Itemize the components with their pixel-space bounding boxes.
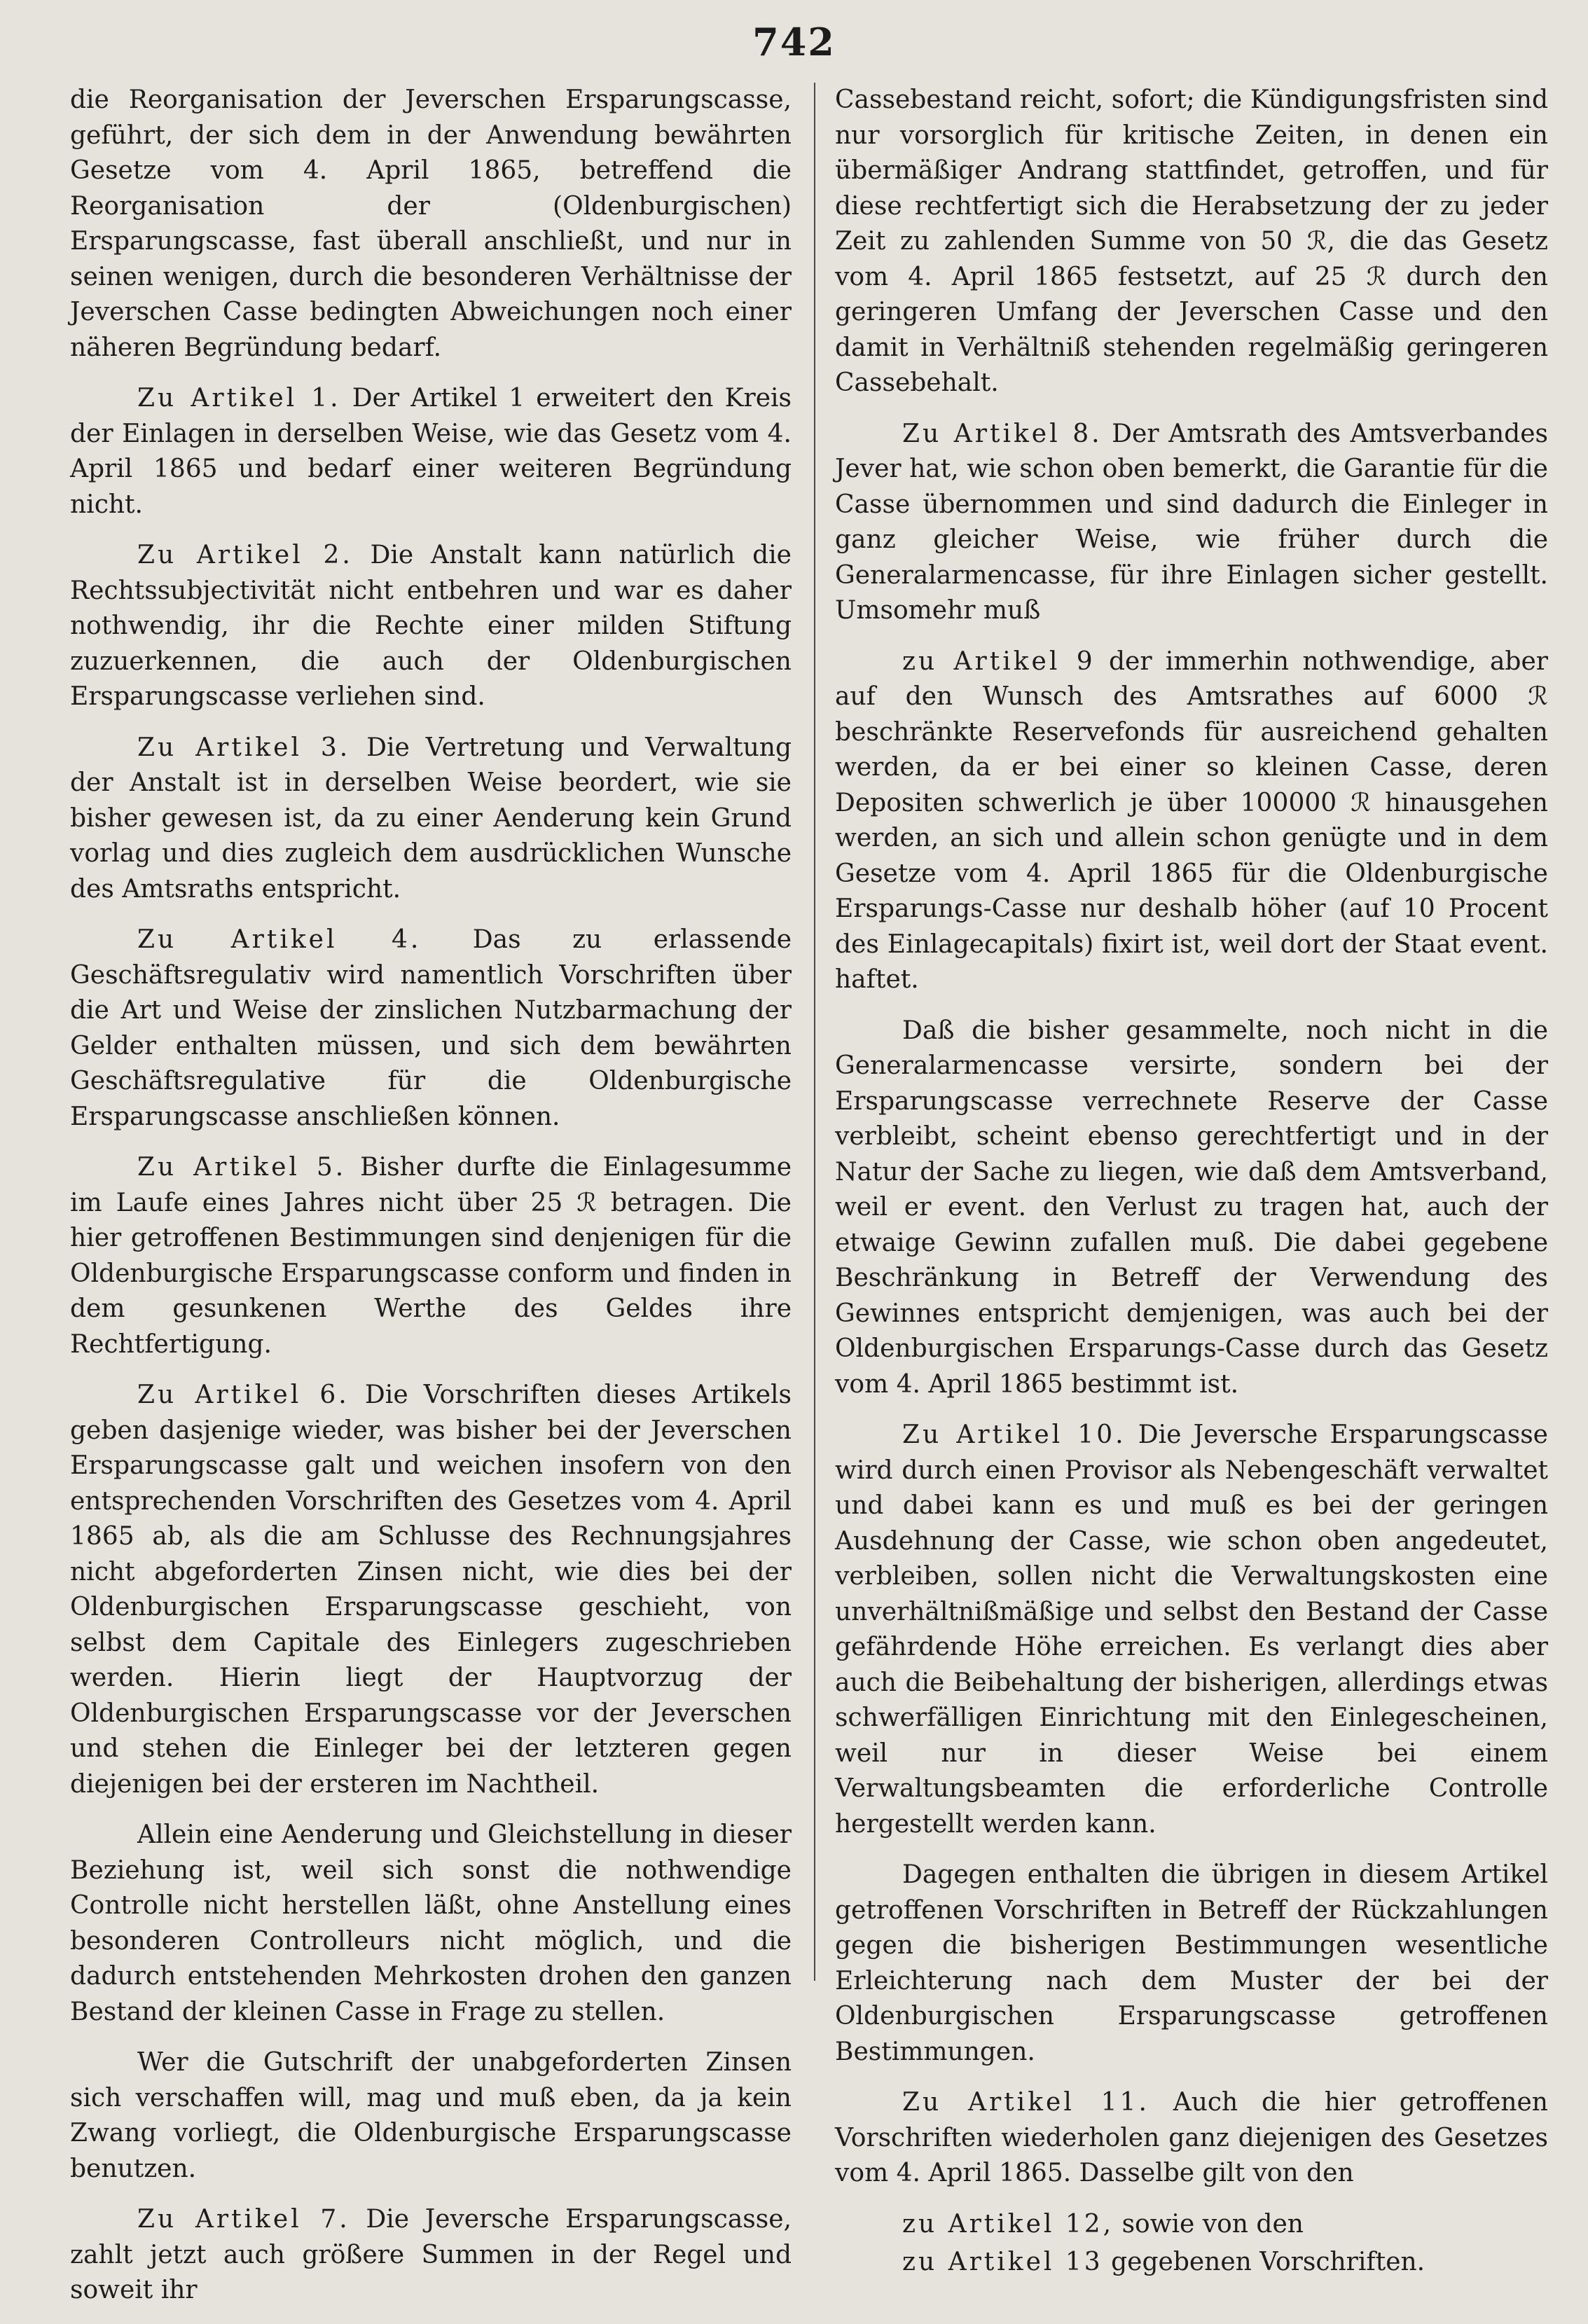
page-number: 742 [752, 20, 836, 64]
article-heading: Zu Artikel 10. [902, 1420, 1126, 1449]
paragraph-artikel-5: Zu Artikel 5. Bisher durfte die Einlagesumme im Laufe eines Jahres nicht über 25 ℛ betragen. Die hier getroffenen Bestimmungen sind denjenigen für die Oldenburgische Ersparungscasse conform und finden in dem gesunkenen Werthe des Geldes ihre Rechtfertigung. [70, 1153, 792, 1359]
article-heading: Zu Artikel 3. [137, 733, 351, 762]
article-heading: Zu Artikel 11. [902, 2088, 1149, 2117]
paragraph: Daß die bisher gesammelte, noch nicht in die Generalarmencasse versirte, sondern bei der Ersparungscasse verrechnete Reserve der Casse verbleibt, scheint ebenso gerechtfertigt und in der Natur der Sache zu liegen, wie daß dem Amtsverband, weil er event. den Verlust zu tragen hat, auch der etwaige Gewinn zufallen muß. Die dabei gegebene Beschränkung in Betreff der Verwendung des Gewinnes entspricht demjenigen, was auch bei der Oldenburgischen Ersparungs-Casse durch das Gesetz vom 4. April 1865 bestimmt ist. [835, 1016, 1548, 1399]
paragraph-artikel-6: Zu Artikel 6. Die Vorschriften dieses Artikels geben dasjenige wieder, was bisher bei der Jeverschen Ersparungscasse galt und weichen insofern von den entsprechenden Vorschriften des Gesetzes vom 4. April 1865 ab, als die am Schlusse des Rechnungsjahres nicht abgeforderten Zinsen nicht, wie dies bei der Oldenburgischen Ersparungscasse geschieht, von selbst dem Capitale des Einlegers zugeschrieben werden. Hierin liegt der Hauptvorzug der Oldenburgischen Ersparungscasse vor der Jeverschen und stehen die Einleger bei der letzteren gegen diejenigen bei der ersteren im Nachtheil. [70, 1381, 792, 1799]
article-heading: Zu Artikel 5. [137, 1153, 347, 1182]
column-divider [814, 83, 815, 1981]
article-heading: zu Artikel 9 [902, 646, 1096, 676]
paragraph-artikel-2: Zu Artikel 2. Die Anstalt kann natürlich die Rechtssubjectivität nicht entbehren und war es daher nothwendig, ihr die Rechte einer milden Stiftung zuzuerkennen, die auch der Oldenburgischen Ersparungscasse verliehen sind. [70, 541, 792, 711]
paragraph-artikel-12: zu Artikel 12, sowie von den [902, 2209, 1304, 2239]
article-heading: zu Artikel 12, [902, 2209, 1114, 2239]
paragraph-artikel-3: Zu Artikel 3. Die Vertretung und Verwaltung der Anstalt ist in derselben Weise beordert, wie sie bisher gewesen ist, da zu einer Aenderung kein Grund vorlag und dies zugleich dem ausdrücklichen Wunsche des Amtsraths entspricht. [70, 733, 792, 904]
paragraph-artikel-7: Zu Artikel 7. Die Jeversche Ersparungscasse, zahlt jetzt auch größere Summen in der Regel und soweit ihr [70, 2205, 792, 2304]
paragraph-artikel-4: Zu Artikel 4. Das zu erlassende Geschäftsregulativ wird namentlich Vorschriften über die Art und Weise der zinslichen Nutzbarmachung der Gelder enthalten müssen, und sich dem bewährten Geschäftsregulative für die Oldenburgische Ersparungscasse anschließen können. [70, 925, 792, 1131]
paragraph: Dagegen enthalten die übrigen in diesem Artikel getroffenen Vorschriften in Betreff der Rückzahlungen gegen die bisherigen Bestimmungen wesentliche Erleichterung nach dem Muster der bei der Oldenburgischen Ersparungscasse getroffenen Bestimmungen. [835, 1860, 1548, 2066]
article-heading: Zu Artikel 6. [137, 1381, 350, 1409]
paragraph-artikel-8: Zu Artikel 8. Der Amtsrath des Amtsverbandes Jever hat, wie schon oben bemerkt, die Garantie für die Casse übernommen und sind dadurch die Einleger in ganz gleicher Weise, wie früher durch die Generalarmencasse, für ihre Einlagen sicher gestellt. Umsomehr muß [835, 419, 1548, 625]
article-heading: Zu Artikel 2. [137, 541, 353, 569]
left-column [70, 83, 792, 2324]
paragraph-artikel-9: zu Artikel 9 der immerhin nothwendige, aber auf den Wunsch des Amtsrathes auf 6000 ℛ beschränkte Reservefonds für ausreichend gehalten werden, da er bei einer so kleinen Casse, deren Depositen schwerlich je über 100000 ℛ hinausgehen werden, an sich und allein schon genügte und in dem Gesetze vom 4. April 1865 für die Oldenburgische Ersparungs-Casse nur deshalb höher (auf 10 Procent des Einlagecapitals) fixirt ist, weil dort der Staat event. haftet. [835, 646, 1548, 994]
paragraph-artikel-11: Zu Artikel 11. Auch die hier getroffenen Vorschriften wiederholen ganz diejenigen des Gesetzes vom 4. April 1865. Dasselbe gilt von den [835, 2088, 1548, 2187]
right-column [835, 83, 1548, 2296]
article-heading: zu Artikel 13 [902, 2248, 1103, 2276]
paragraph: Allein eine Aenderung und Gleichstellung in dieser Beziehung ist, weil sich sonst die nothwendige Controlle nicht herstellen läßt, ohne Anstellung eines besonderen Controlleurs nicht möglich, und die dadurch entstehenden Mehrkosten drohen den ganzen Bestand der kleinen Casse in Frage zu stellen. [70, 1820, 792, 2026]
paragraph: die Reorganisation der Jeverschen Ersparungscasse, geführt, der sich dem in der Anwendung bewährten Gesetze vom 4. April 1865, betreffend die Reorganisation der (Oldenburgischen) Ersparungscasse, fast überall anschließt, und nur in seinen wenigen, durch die besonderen Verhältnisse der Jeverschen Casse bedingten Abweichungen noch einer näheren Begründung bedarf. [70, 85, 792, 362]
paragraph-artikel-10: Zu Artikel 10. Die Jeversche Ersparungscasse wird durch einen Provisor als Nebengeschäft verwaltet und dabei kann es und muß es bei der geringen Ausdehnung der Casse, wie schon oben angedeutet, verbleiben, sollen nicht die Verwaltungskosten eine unverhältnißmäßige und selbst den Bestand der Casse gefährdende Höhe erreichen. Es verlangt dies aber auch die Beibehaltung der bisherigen, allerdings etwas schwerfälligen Einrichtung mit den Einlegescheinen, weil nur in dieser Weise bei einem Verwaltungsbeamten die erforderliche Controlle hergestellt werden kann. [835, 1420, 1548, 1839]
paragraph: Wer die Gutschrift der unabgeforderten Zinsen sich verschaffen will, mag und muß eben, da ja kein Zwang vorliegt, die Oldenburgische Ersparungscasse benutzen. [70, 2048, 792, 2183]
paragraph: Cassebestand reicht, sofort; die Kündigungsfristen sind nur vorsorglich für kritische Zeiten, in denen ein übermäßiger Andrang stattfindet, getroffen, und für diese rechtfertigt sich die Herabsetzung der zu jeder Zeit zu zahlenden Summe von 50 ℛ, die das Gesetz vom 4. April 1865 festsetzt, auf 25 ℛ durch den geringeren Umfang der Jeverschen Casse und den damit in Verhältniß stehenden regelmäßig geringeren Cassebehalt. [835, 85, 1548, 397]
article-heading: Zu Artikel 4. [137, 925, 422, 954]
paragraph-artikel-1: Zu Artikel 1. Der Artikel 1 erweitert den Kreis der Einlagen in derselben Weise, wie das Gesetz vom 4. April 1865 und bedarf einer weiteren Begründung nicht. [70, 384, 792, 519]
article-heading: Zu Artikel 8. [902, 419, 1103, 448]
article-heading: Zu Artikel 1. [137, 384, 341, 413]
article-heading: Zu Artikel 7. [137, 2205, 350, 2234]
paragraph-artikel-13: zu Artikel 13 gegebenen Vorschriften. [902, 2248, 1425, 2276]
